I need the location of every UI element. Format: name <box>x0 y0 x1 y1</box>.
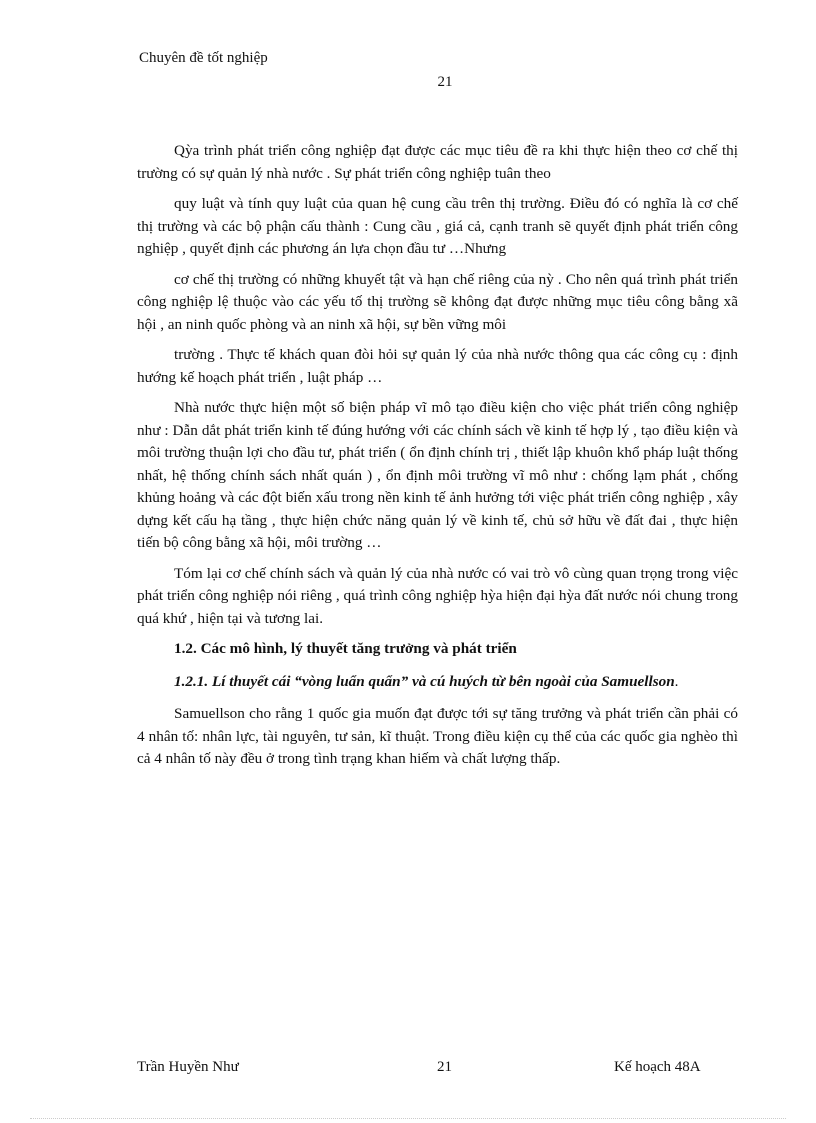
paragraph: Tóm lại cơ chế chính sách và quản lý của nhà nước có vai trò vô cùng quan trọng trong việc phát triển công nghiệp nói riêng , quá trình công nghiệp hỳa hiện đại hỳa đất nước nói chung trong quá khứ , hiện tại và tương lai. <box>137 564 738 627</box>
footer-class: Kế hoạch 48A <box>614 1059 701 1075</box>
footer-author: Trần Huyền Như <box>137 1059 239 1075</box>
subsection-heading <box>137 671 738 694</box>
subsection-heading-suffix: . <box>674 672 679 690</box>
paragraph: quy luật và tính quy luật của quan hệ cung cầu trên thị trường. Điều đó có nghĩa là cơ chế thị trường và các bộ phận cấu thành : Cung cầu , giá cả, cạnh tranh sẽ quyết định phát triển công nghiệp , quyết định các phương án lựa chọn đầu tư …Nhưng <box>137 195 738 257</box>
footer-page-number: 21 <box>437 1059 452 1075</box>
paragraph: trường . Thực tế khách quan đòi hỏi sự quản lý của nhà nước thông qua các công cụ : định hướng kế hoạch phát triển , luật pháp … <box>137 346 738 386</box>
page-header-title: Chuyên đề tốt nghiệp <box>139 50 268 66</box>
paragraph: Qỳa trình phát triển công nghiệp đạt được các mục tiêu đề ra khi thực hiện theo cơ chế thị trường có sự quản lý nhà nước . Sự phát triển công nghiệp tuân theo <box>137 142 738 182</box>
paragraph: Nhà nước thực hiện một số biện pháp vĩ mô tạo điều kiện cho việc phát triển công nghiệp như : Dẫn dắt phát triển kinh tế đúng hướng với các chính sách về kinh tế hợp lý , tạo điều kiện và môi trường thuận lợi cho đầu tư, phát triển ( ổn định chính trị , thiết lập khuôn khổ pháp luật thống nhất, hệ thống chính sách nhất quán ) , ổn định môi trường vĩ mô như : chống lạm phát , chống khủng hoảng và các đột biến xấu trong nền kinh tế ảnh hưởng tới việc phát triển công nghiệp , xây dựng kết cấu hạ tầng , thực hiện chức năng quản lý về kinh tế, chủ sở hữu về đất đai , thực hiện tiến bộ công bằng xã hội, môi trường … <box>137 399 738 551</box>
paragraph: cơ chế thị trường có những khuyết tật và hạn chế riêng của nỳ . Cho nên quá trình phát triển công nghiệp lệ thuộc vào các yếu tố thị trường sẽ không đạt được những mục tiêu công bằng xã hội , an ninh quốc phòng và an ninh xã hội, sự bền vững môi <box>137 270 738 333</box>
page-header-number: 21 <box>437 74 453 90</box>
subsection-heading-text: 1.2.1. Lí thuyết cái “vòng luẩn quẩn” và cú huých từ bên ngoài của Samuellson <box>174 672 675 690</box>
paragraph: Samuellson cho rằng 1 quốc gia muốn đạt được tới sự tăng trưởng và phát triển cần phải có 4 nhân tố: nhân lực, tài nguyên, tư sản, kĩ thuật. Trong điều kiện cụ thể của các quốc gia nghèo thì cả 4 nhân tố này đều ở trong tình trạng khan hiếm và chất lượng thấp. <box>137 705 738 767</box>
document-body <box>137 140 738 779</box>
section-heading: 1.2. Các mô hình, lý thuyết tăng trưởng và phát triển <box>174 640 517 657</box>
page-bottom-border <box>30 1118 786 1119</box>
